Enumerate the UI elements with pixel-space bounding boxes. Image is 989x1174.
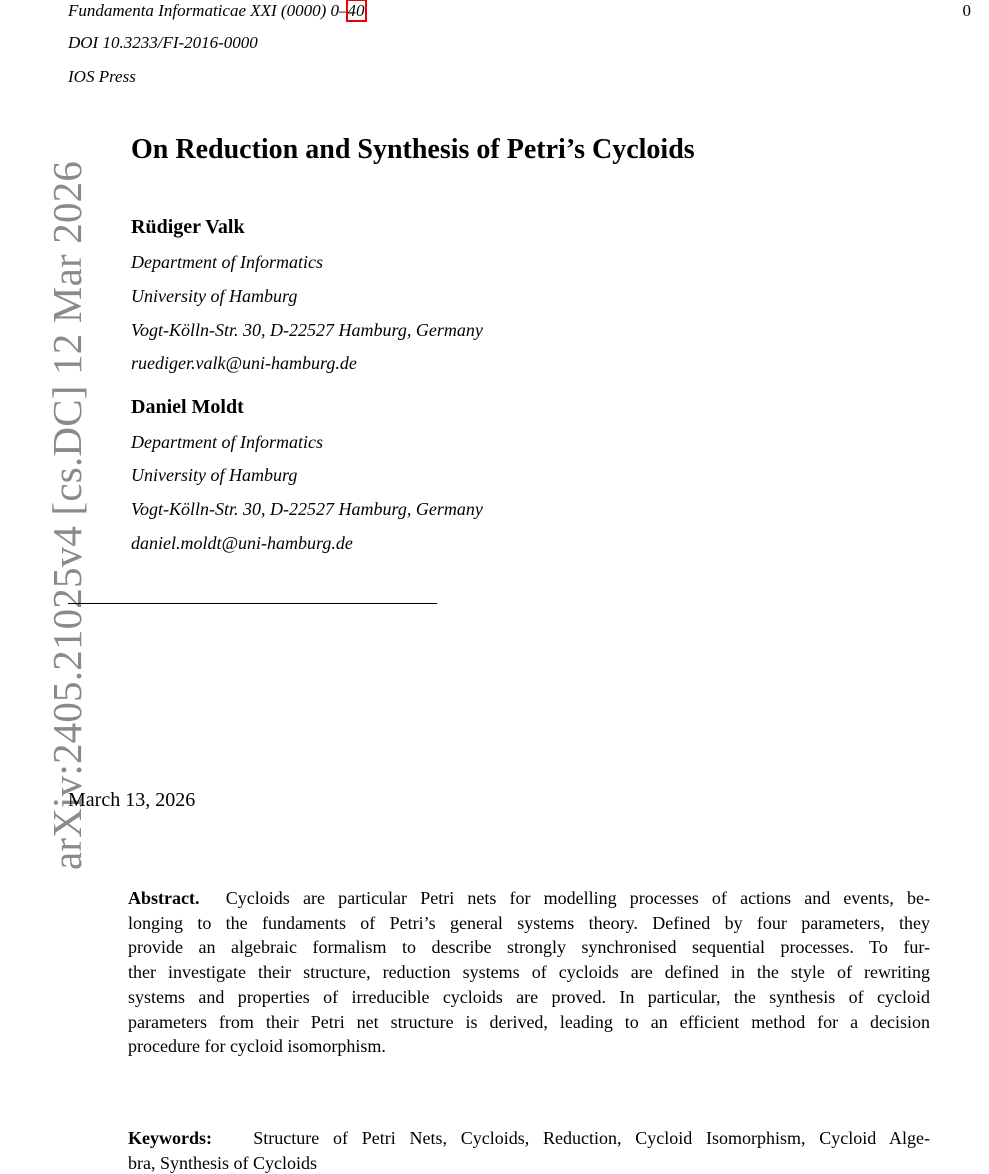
author-email: daniel.moldt@uni-hamburg.de <box>131 533 353 553</box>
author-email: ruediger.valk@uni-hamburg.de <box>131 353 357 373</box>
page-number: 0 <box>962 1 971 20</box>
journal-name: Fundamenta Informaticae XXI (0000) 0– <box>68 1 348 20</box>
abstract-line: Cycloids are particular Petri nets for modelling processes of actions and events, be- <box>225 888 930 908</box>
journal-header <box>68 1 365 21</box>
doi: DOI 10.3233/FI-2016-0000 <box>68 33 258 52</box>
author-address: Vogt-Kölln-Str. 30, D-22527 Hamburg, Germany <box>131 499 483 519</box>
paper-title: On Reduction and Synthesis of Petri’s Cycloids <box>131 134 695 165</box>
author-name: Rüdiger Valk <box>131 216 245 238</box>
last-page-link[interactable]: 40 <box>347 1 365 20</box>
author-address: Vogt-Kölln-Str. 30, D-22527 Hamburg, Germany <box>131 320 483 340</box>
keywords-line: Structure of Petri Nets, Cycloids, Reduction, Cycloid Isomorphism, Cycloid Alge- <box>253 1128 930 1148</box>
abstract-label: Abstract. <box>128 888 200 908</box>
abstract-line: provide an algebraic formalism to describe strongly synchronised sequential processes. To fur- <box>128 937 930 958</box>
keywords <box>128 1126 930 1174</box>
abstract-line: procedure for cycloid isomorphism. <box>128 1036 386 1057</box>
keywords-line: bra, Synthesis of Cycloids <box>128 1152 317 1173</box>
abstract-line: systems and properties of irreducible cycloids are proved. In particular, the synthesis of cycloid <box>128 986 930 1007</box>
author-department: Department of Informatics <box>131 432 323 452</box>
keywords-label: Keywords: <box>128 1128 212 1148</box>
publisher: IOS Press <box>68 67 136 86</box>
abstract-line: parameters from their Petri net structure is derived, leading to an efficient method for a decision <box>128 1011 930 1032</box>
author-department: Department of Informatics <box>131 252 323 272</box>
date: March 13, 2026 <box>68 789 196 811</box>
footnote-rule <box>68 603 437 604</box>
author-university: University of Hamburg <box>131 286 298 306</box>
arxiv-stamp: arXiv:2405.21025v4 [cs.DC] 12 Mar 2026 <box>44 160 90 870</box>
abstract-line: longing to the fundaments of Petri’s general systems theory. Defined by four parameters, they <box>128 912 930 933</box>
author-university: University of Hamburg <box>131 465 298 485</box>
author-name: Daniel Moldt <box>131 396 244 418</box>
abstract-line: ther investigate their structure, reduction systems of cycloids are defined in the style of rewriting <box>128 962 930 983</box>
abstract <box>128 886 930 1059</box>
